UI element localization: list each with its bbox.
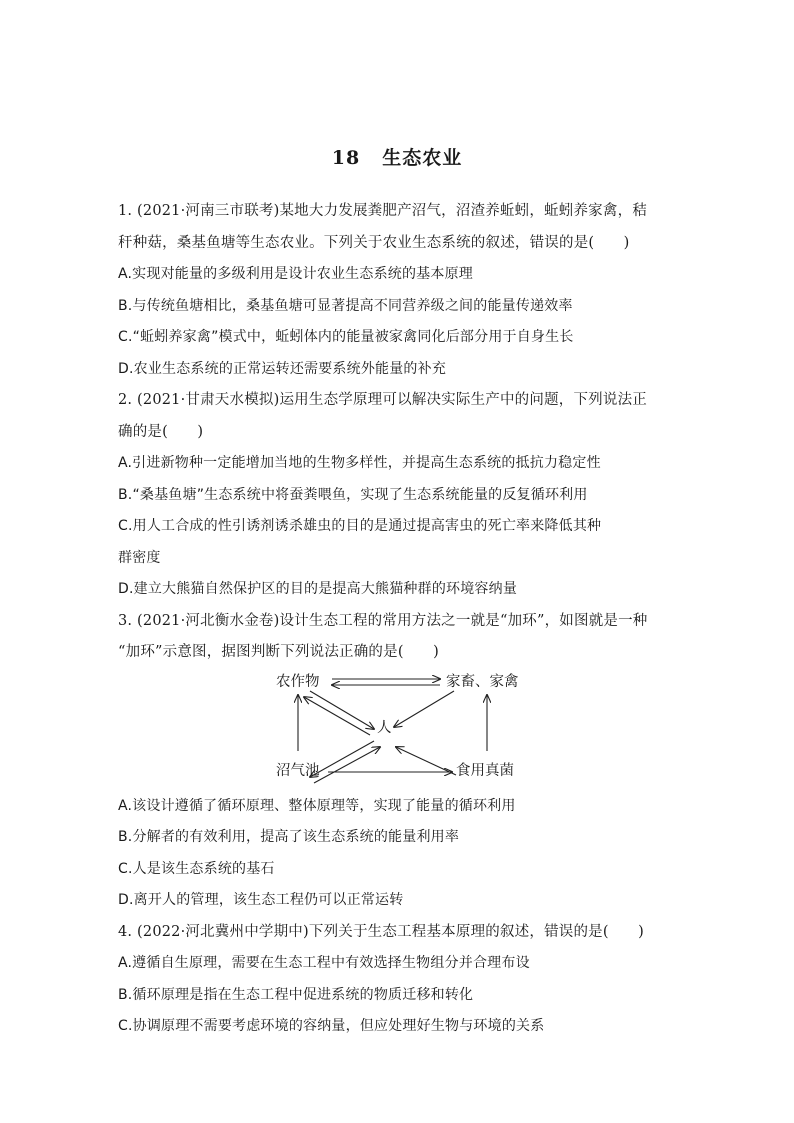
arrow-biogas-to-human: [314, 747, 380, 783]
option-c-continued: 群密度: [118, 549, 161, 566]
question-4: [118, 917, 678, 1043]
node-crops: 农作物: [276, 673, 320, 690]
arrow-human-to-crops: [304, 697, 370, 735]
page-title: [0, 143, 794, 170]
option-a: A.实现对能量的多级利用是设计农业生态系统的基本原理: [118, 266, 473, 282]
option-c: C.协调原理不需要考虑环境的容纳量，但应处理好生物与环境的关系: [118, 1018, 545, 1034]
question-stem-line: 3. (2021·河北衡水金卷)设计生态工程的常用方法之一就是“加环”，如图就是一种: [118, 612, 648, 629]
option-d: D.离开人的管理，该生态工程仍可以正常运转: [118, 892, 404, 908]
option-d: D.建立大熊猫自然保护区的目的是提高大熊猫种群的环境容纳量: [118, 581, 518, 597]
question-stem-line: 4. (2022·河北冀州中学期中)下列关于生态工程基本原理的叙述，错误的是( ): [118, 923, 644, 940]
section-title: 生态农业: [382, 147, 463, 169]
option-a: A.该设计遵循了循环原理、整体原理等，实现了能量的循环利用: [118, 797, 516, 814]
node-biogas: 沼气池: [276, 762, 320, 779]
question-2: [118, 385, 678, 606]
question-stem-line: “加环”示意图，据图判断下列说法正确的是( ): [118, 644, 439, 660]
question-3: [118, 606, 678, 917]
question-stem-line: 秆种菇，桑基鱼塘等生态农业。下列关于农业生态系统的叙述，错误的是( ): [118, 234, 630, 251]
arrow-fungi-to-human: [396, 747, 456, 775]
option-a: A.遵循自生原理，需要在生态工程中有效选择生物组分并合理布设: [118, 955, 530, 971]
option-b: B.分解者的有效利用，提高了该生态系统的能量利用率: [118, 829, 460, 845]
option-c: C.用人工合成的性引诱剂诱杀雄虫的目的是通过提高害虫的死亡率来降低其种: [118, 518, 602, 534]
diagram-arrows: [118, 669, 678, 791]
cycle-diagram: [118, 669, 678, 791]
question-stem-line: 确的是( ): [118, 423, 204, 440]
option-b: B.循环原理是指在生态工程中促进系统的物质迁移和转化: [118, 986, 474, 1003]
question-list: [118, 196, 678, 1043]
option-b: B.与传统鱼塘相比，桑基鱼塘可显著提高不同营养级之间的能量传递效率: [118, 297, 573, 314]
node-fungi: 食用真菌: [456, 762, 514, 779]
option-d: D.农业生态系统的正常运转还需要系统外能量的补充: [118, 360, 447, 377]
question-1: [118, 196, 678, 385]
option-c: C.“蚯蚓养家禽”模式中，蚯蚓体内的能量被家禽同化后部分用于自身生长: [118, 329, 574, 345]
arrow-livestock-to-human: [394, 691, 454, 727]
option-a: A.引进新物种一定能增加当地的生物多样性，并提高生态系统的抵抗力稳定性: [118, 455, 601, 471]
arrow-crops-to-human: [310, 691, 374, 729]
question-stem-line: 2. (2021·甘肃天水模拟)运用生态学原理可以解决实际生产中的问题，下列说法正: [118, 392, 647, 408]
node-livestock: 家畜、家禽: [446, 673, 519, 690]
node-human: 人: [377, 719, 392, 736]
section-number: 18: [331, 147, 361, 169]
question-stem-line: 1. (2021·河南三市联考)某地大力发展粪肥产沼气，沼渣养蚯蚓，蚯蚓养家禽，秸: [118, 203, 647, 219]
option-b: B.“桑基鱼塘”生态系统中将蚕粪喂鱼，实现了生态系统能量的反复循环利用: [118, 486, 588, 503]
option-c: C.人是该生态系统的基石: [118, 860, 275, 877]
